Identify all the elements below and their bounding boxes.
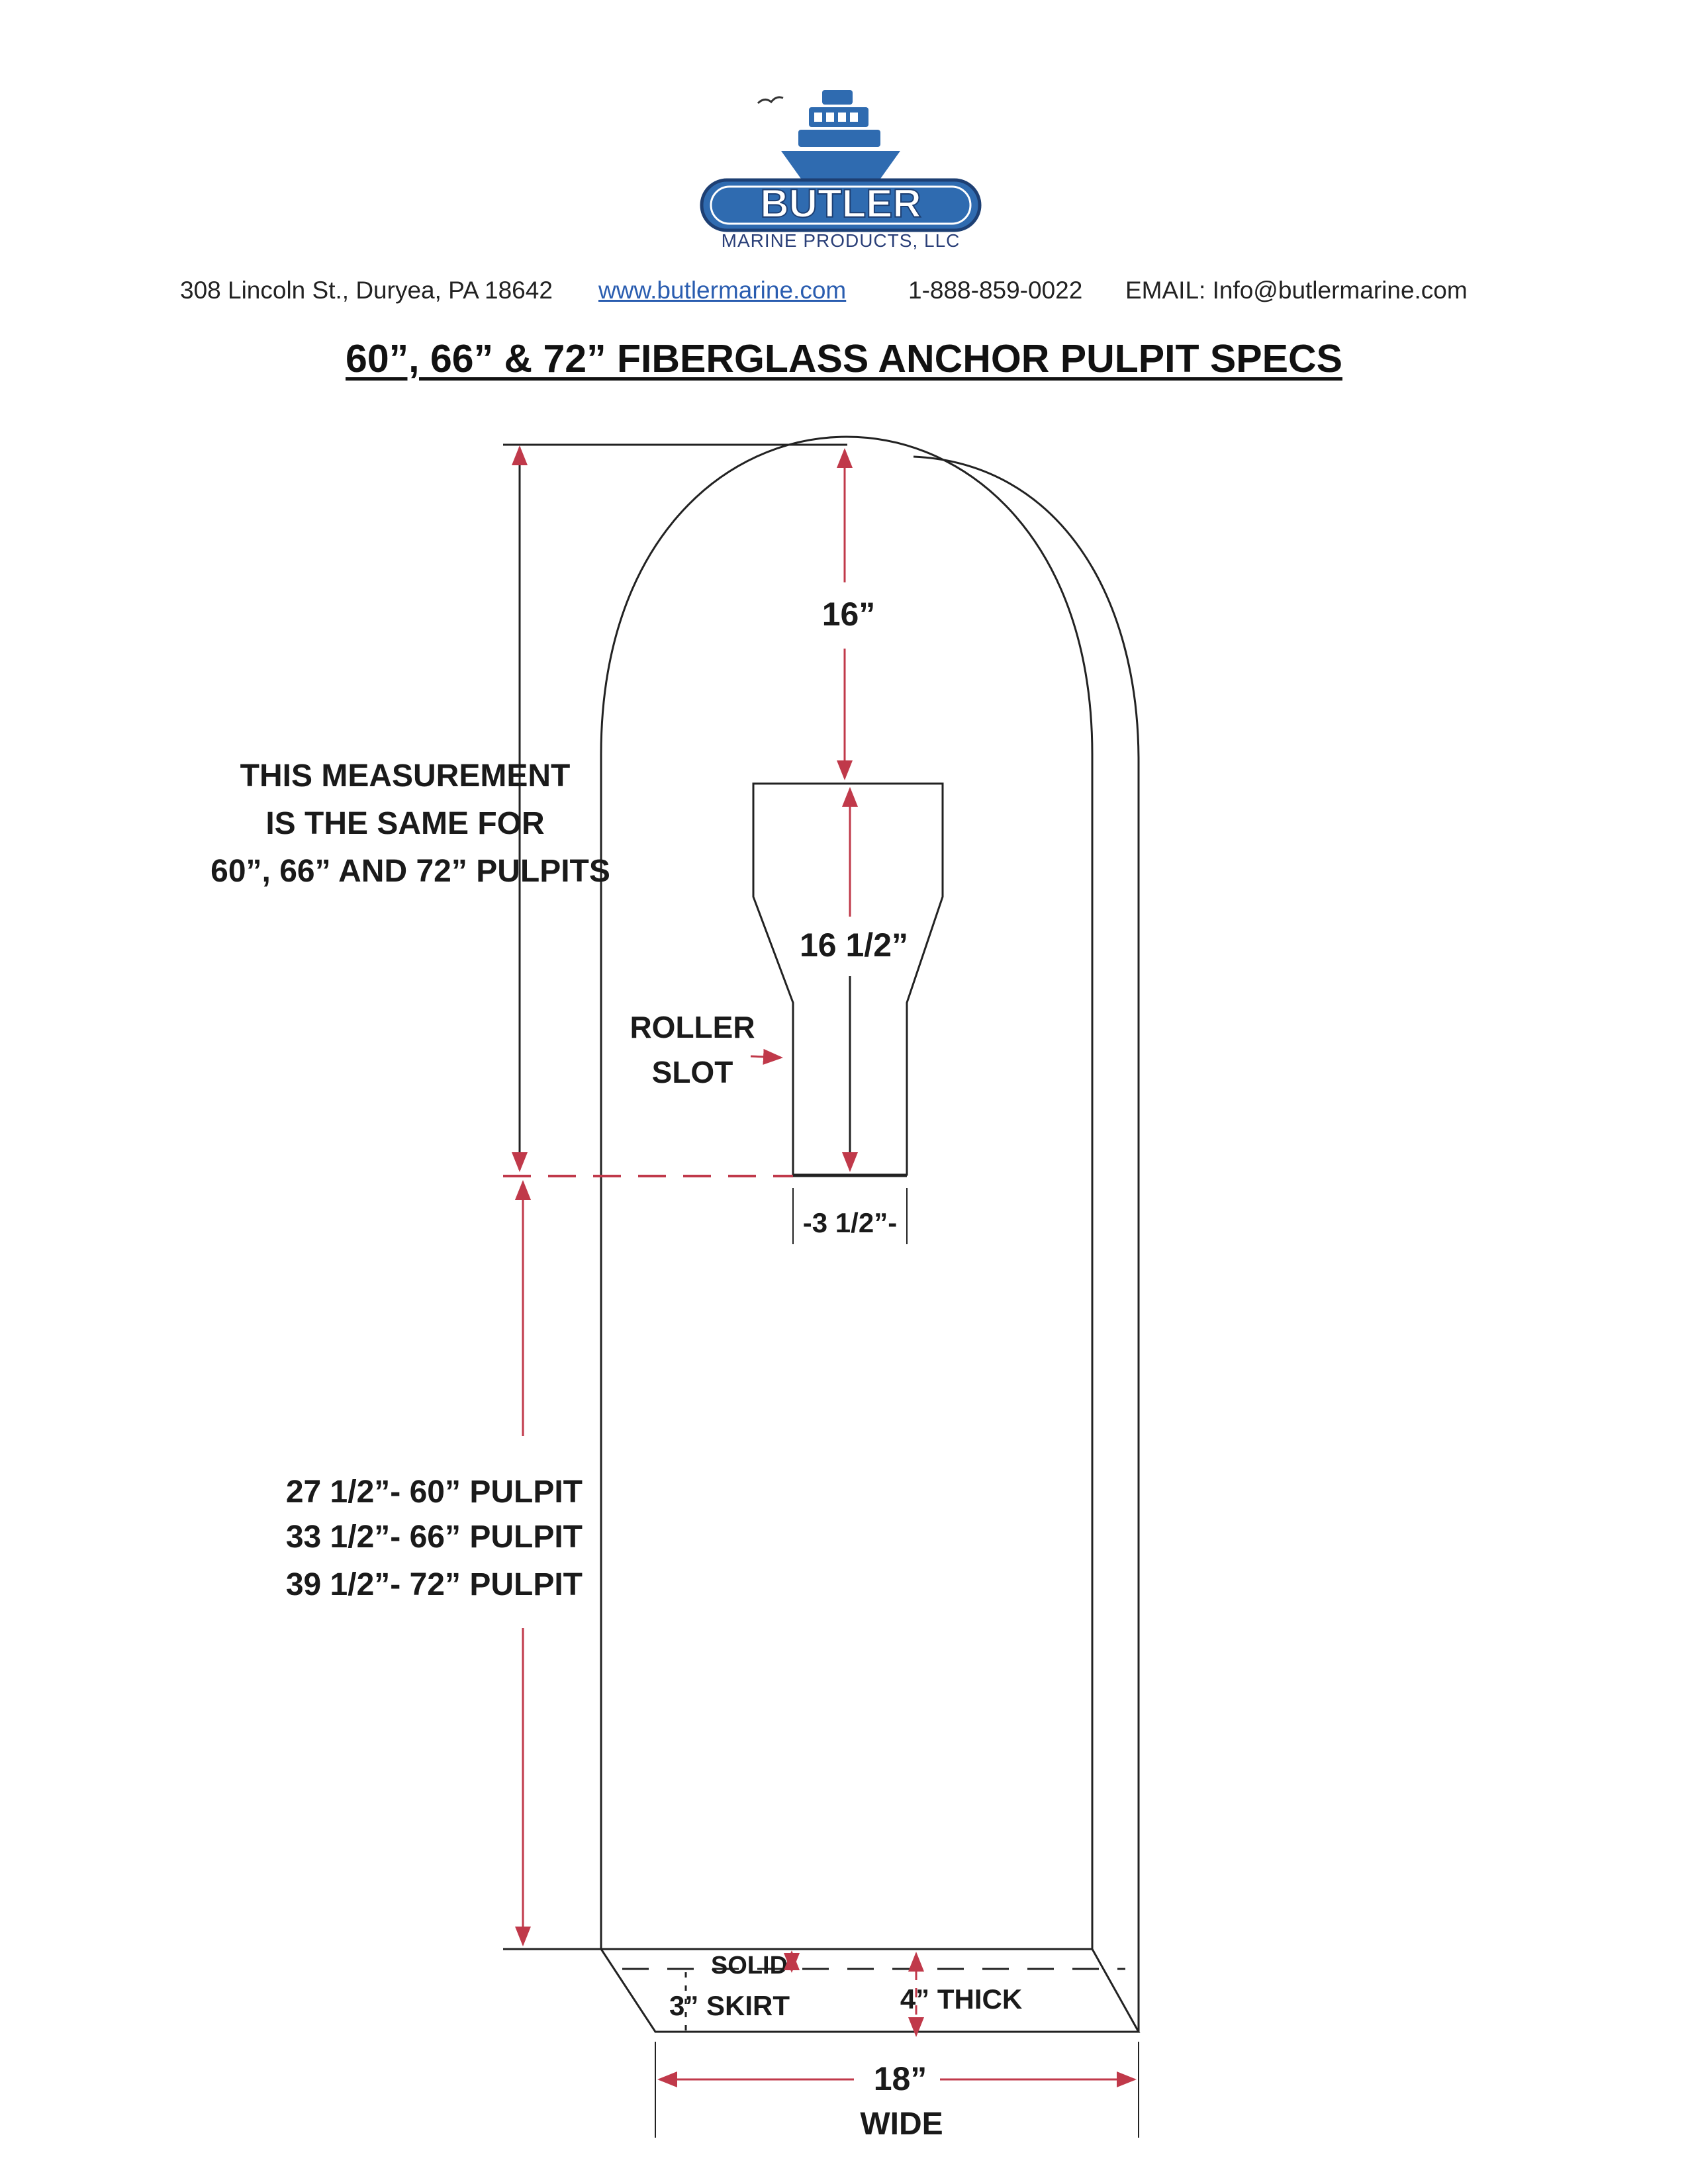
same-measurement-line1: THIS MEASUREMENT (240, 758, 571, 794)
slot-length-label: 16 1/2” (799, 927, 909, 964)
page-title: 60”, 66” & 72” FIBERGLASS ANCHOR PULPIT SPECS (346, 337, 1342, 381)
website-link[interactable]: www.butlermarine.com (598, 277, 847, 304)
top-to-slot-label: 16” (821, 596, 876, 633)
roller-slot-pointer (751, 1056, 781, 1058)
thick-label: 4” THICK (900, 1983, 1023, 2015)
skirt-label: 3” SKIRT (669, 1990, 790, 2021)
roller-slot-label-line2: SLOT (651, 1055, 733, 1089)
same-measurement-line3: 60”, 66” AND 72” PULPITS (211, 854, 610, 889)
length-72-pulpit: 39 1/2”- 72” PULPIT (285, 1567, 583, 1602)
brand-subtitle: MARINE PRODUCTS, LLC (721, 230, 961, 251)
length-66-pulpit: 33 1/2”- 66” PULPIT (285, 1520, 583, 1555)
roller-slot-label-line1: ROLLER (630, 1010, 755, 1044)
width-label: 18” (873, 2060, 927, 2097)
email: EMAIL: Info@butlermarine.com (1125, 277, 1468, 304)
brand-name: BUTLER (760, 181, 921, 226)
pulpit-outline (601, 437, 1092, 1949)
length-60-pulpit: 27 1/2”- 60” PULPIT (285, 1475, 583, 1510)
solid-label: SOLID (710, 1952, 788, 1979)
pulpit-side-outline (914, 457, 1139, 2032)
same-measurement-line2: IS THE SAME FOR (265, 806, 545, 841)
phone: 1-888-859-0022 (908, 277, 1083, 304)
address: 308 Lincoln St., Duryea, PA 18642 (180, 277, 553, 304)
width-label-wide: WIDE (860, 2107, 943, 2142)
slot-width-label: -3 1/2”- (802, 1207, 898, 1238)
roller-slot (753, 784, 943, 1175)
